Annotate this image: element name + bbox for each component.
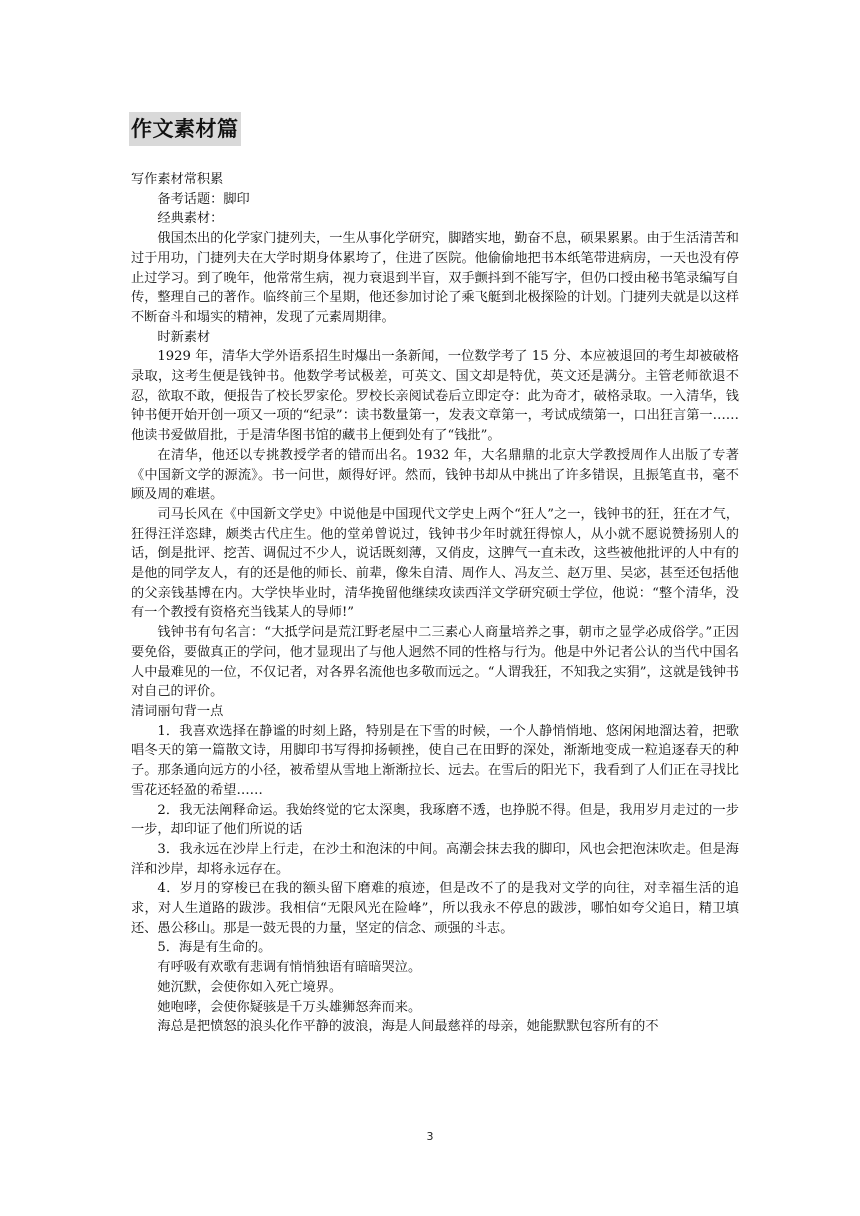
paragraph: 她咆哮，会使你疑骇是千万头雄狮怒奔而来。 bbox=[157, 999, 422, 1015]
paragraph: 备考话题：脚印 bbox=[157, 191, 250, 207]
paragraph: 5．海是有生命的。 bbox=[157, 940, 272, 956]
paragraph: 2．我无法阐释命运。我始终觉的它太深奥，我琢磨不透，也挣脱不得。但是，我用岁月走过的一步一步，却印证了他们所说的话 bbox=[131, 802, 739, 838]
body-text bbox=[131, 170, 739, 1037]
paragraph: 1929 年，清华大学外语系招生时爆出一条新闻，一位数学考了 15 分、本应被退回的考生却被破格录取，这考生便是钱钟书。他数学考试极差，可英文、国文却是特优，英文还是满分。主管老师欲退不忍，欲取不敢，便报告了校长罗家伦。罗校长亲阅试卷后立即定夺：此为奇才，破格录取。一入清华，钱钟书便开始开创一项又一项的“纪录”：读书数量第一，发表文章第一，考试成绩第一，口出狂言第一……他读书爱做眉批，于是清华图书馆的藏书上便到处有了“钱批”。 bbox=[131, 349, 739, 444]
paragraph: 1．我喜欢选择在静谧的时刻上路，特别是在下雪的时候，一个人静悄悄地、悠闲闲地溜达着，把歌唱冬天的第一篇散文诗，用脚印书写得抑扬顿挫，使自己在田野的深处，渐渐地变成一粒追逐春天的种子。那条通向远方的小径，被希望从雪地上渐渐拉长、远去。在雪后的阳光下，我看到了人们正在寻找比雪花还轻盈的希望…… bbox=[131, 723, 739, 798]
paragraph: 俄国杰出的化学家门捷列夫，一生从事化学研究，脚踏实地，勤奋不息，硕果累累。由于生活清苦和过于用功，门捷列夫在大学时期身体累垮了，住进了医院。他偷偷地把书本纸笔带进病房，一天也没有停止过学习。到了晚年，他常常生病，视力衰退到半盲，双手颤抖到不能写字，但仍口授由秘书笔录编写自传，整理自己的著作。临终前三个星期，他还参加讨论了乘飞艇到北极探险的计划。门捷列夫就是以这样不断奋斗和塌实的精神，发现了元素周期律。 bbox=[131, 231, 739, 325]
paragraph: 经典素材： bbox=[157, 211, 224, 227]
paragraph: 写作素材常积累 bbox=[131, 172, 224, 187]
paragraph: 钱钟书有句名言：“大抵学问是荒江野老屋中二三素心人商量培养之事，朝市之显学必成俗学。”正因要免俗，要做真正的学问，他才显现出了与他人迥然不同的性格与行为。他是中外记者公认的当代中国名人中最难见的一位，不仅记者，对各界名流他也多敬而远之。“人谓我狂，不知我之实狷”，这就是钱钟书对自己的评价。 bbox=[131, 625, 739, 700]
paragraph: 海总是把愤怒的浪头化作平静的波浪，海是人间最慈祥的母亲，她能默默包容所有的不 bbox=[157, 1019, 659, 1035]
paragraph: 有呼吸有欢歌有悲调有悄悄独语有暗暗哭泣。 bbox=[157, 960, 422, 976]
paragraph: 3．我永远在沙岸上行走，在沙土和泡沫的中间。高潮会抹去我的脚印，风也会把泡沫吹走。但是海洋和沙岸，却将永远存在。 bbox=[131, 841, 739, 877]
page-number: 3 bbox=[426, 1130, 434, 1143]
paragraph: 她沉默，会使你如入死亡境界。 bbox=[157, 979, 343, 995]
paragraph: 在清华，他还以专挑教授学者的错而出名。1932 年，大名鼎鼎的北京大学教授周作人出版了专著《中国新文学的源流》。书一问世，颇得好评。然而，钱钟书却从中挑出了许多错误，且振笔直书，毫不顾及周的难堪。 bbox=[131, 447, 739, 503]
paragraph: 司马长风在《中国新文学史》中说他是中国现代文学史上两个“狂人”之一，钱钟书的狂，狂在才气，狂得汪洋恣肆，颇类古代庄生。他的堂弟曾说过，钱钟书少年时就狂得惊人，从小就不愿说赞扬别人的话，倒是批评、挖苦、调侃过不少人，说话既刻薄，又俏皮，这脾气一直未改，这些被他批评的人中有的是他的同学友人，有的还是他的师长、前辈，像朱自清、周作人、冯友兰、赵万里、吴宓，甚至还包括他的父亲钱基博在内。大学快毕业时，清华挽留他继续攻读西洋文学研究硕士学位，他说：“整个清华，没有一个教授有资格充当钱某人的导师!” bbox=[131, 506, 739, 621]
paragraph: 时新素材 bbox=[157, 329, 211, 345]
paragraph: 4．岁月的穿梭已在我的额头留下磨难的痕迹，但是改不了的是我对文学的向往，对幸福生活的追求，对人生道路的跋涉。我相信“无限风光在险峰”，所以我永不停息的跋涉，哪怕如夸父追日，精卫填还、愚公移山。那是一鼓无畏的力量，坚定的信念、顽强的斗志。 bbox=[131, 881, 739, 936]
section-heading: 作文素材篇 bbox=[129, 112, 241, 146]
paragraph: 清词丽句背一点 bbox=[131, 703, 224, 719]
